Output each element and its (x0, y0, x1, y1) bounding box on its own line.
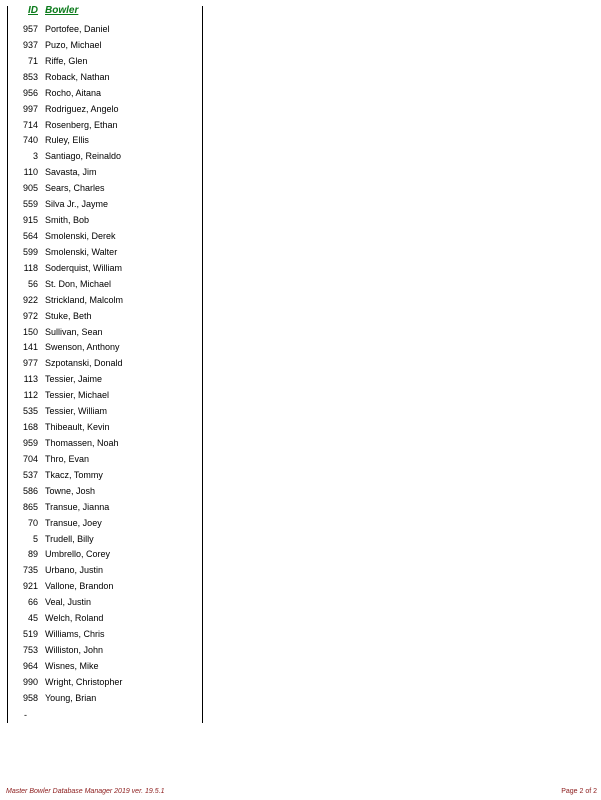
bowler-id: 956 (22, 87, 38, 98)
bowler-name: Young, Brian (45, 692, 97, 703)
bowler-name: Smith, Bob (45, 215, 90, 226)
bowler-name: Tessier, William (45, 406, 108, 417)
bowler-id: 45 (27, 613, 38, 624)
bowler-column-header: Bowler (45, 5, 79, 16)
bowler-row (0, 38, 200, 54)
bowler-id: 921 (22, 581, 38, 592)
bowler-name: Tessier, Michael (45, 390, 110, 401)
bowler-row (0, 547, 200, 563)
bowler-row (0, 563, 200, 579)
bowler-name: Vallone, Brandon (45, 581, 114, 592)
bowler-row (0, 611, 200, 627)
bowler-id: 959 (22, 437, 38, 448)
bowler-row (0, 86, 200, 102)
bowler-name: Welch, Roland (45, 613, 104, 624)
bowler-name: Ruley, Ellis (45, 135, 89, 146)
bowler-row (0, 340, 200, 356)
bowler-list (0, 22, 200, 707)
bowler-name: Riffe, Glen (45, 55, 88, 66)
bowler-row (0, 118, 200, 134)
bowler-row (0, 532, 200, 548)
bowler-row (0, 229, 200, 245)
bowler-name: Portofee, Daniel (45, 24, 110, 34)
bowler-row (0, 356, 200, 372)
bowler-row (0, 149, 200, 165)
bowler-id: 735 (22, 565, 38, 576)
bowler-name: Williston, John (45, 644, 104, 655)
bowler-name: Tkacz, Tommy (45, 469, 103, 480)
bowler-name: Rodriguez, Angelo (45, 103, 119, 114)
bowler-name: Veal, Justin (45, 597, 92, 608)
bowler-id: 853 (22, 71, 38, 82)
bowler-id: 972 (22, 310, 38, 321)
bowler-row (0, 261, 200, 277)
bowler-row (0, 277, 200, 293)
bowler-id: 112 (23, 390, 38, 401)
bowler-id: 865 (22, 501, 38, 512)
bowler-id: 937 (22, 39, 38, 50)
bowler-name: Soderquist, William (45, 262, 123, 273)
bowler-name: Wisnes, Mike (45, 660, 99, 671)
bowler-name: Towne, Josh (45, 485, 96, 496)
bowler-row (0, 372, 200, 388)
bowler-name: Sullivan, Sean (45, 326, 103, 337)
bowler-row (0, 452, 200, 468)
bowler-row (0, 579, 200, 595)
bowler-id: 71 (27, 55, 38, 66)
bowler-name: Stuke, Beth (45, 310, 92, 321)
bowler-id: 586 (22, 485, 38, 496)
bowler-id: 56 (27, 278, 38, 289)
column-header (0, 5, 200, 19)
bowler-name: Thro, Evan (45, 453, 90, 464)
bowler-row (0, 484, 200, 500)
bowler-row (0, 293, 200, 309)
bowler-name: Smolenski, Walter (45, 246, 118, 257)
bowler-name: Sears, Charles (45, 183, 105, 194)
bowler-id: 964 (22, 660, 38, 671)
bowler-row (0, 627, 200, 643)
bowler-name: Transue, Joey (45, 517, 102, 528)
bowler-row (0, 675, 200, 691)
bowler-name: Santiago, Reinaldo (45, 151, 122, 162)
bowler-row (0, 22, 200, 38)
bowler-name: Tessier, Jaime (45, 374, 103, 385)
bowler-row (0, 102, 200, 118)
bowler-id: 5 (32, 533, 38, 544)
bowler-id: 559 (22, 199, 38, 210)
bowler-row (0, 54, 200, 70)
bowler-id: 753 (22, 644, 38, 655)
bowler-id: 110 (23, 167, 38, 178)
right-column-rule (202, 6, 203, 723)
bowler-id: 118 (23, 262, 38, 273)
bowler-row (0, 165, 200, 181)
bowler-row (0, 516, 200, 532)
bowler-id: 977 (22, 358, 38, 369)
bowler-name: St. Don, Michael (45, 278, 112, 289)
footer-app-version: Master Bowler Database Manager 2019 ver. 19.5.1 (6, 788, 165, 795)
bowler-id: 113 (23, 374, 38, 385)
bowler-name: Rocho, Aitana (45, 87, 102, 98)
bowler-name: Rosenberg, Ethan (45, 119, 118, 130)
bowler-id: 599 (22, 246, 38, 257)
bowler-name: Puzo, Michael (45, 39, 102, 50)
bowler-name: Szpotanski, Donald (45, 358, 123, 369)
bowler-name: Umbrello, Corey (45, 549, 111, 560)
bowler-row (0, 659, 200, 675)
bowler-id: 905 (22, 183, 38, 194)
bowler-name: Williams, Chris (45, 629, 105, 640)
bowler-row (0, 181, 200, 197)
bowler-name: Transue, Jianna (45, 501, 110, 512)
bowler-name: Swenson, Anthony (45, 342, 120, 353)
bowler-row (0, 70, 200, 86)
bowler-row (0, 325, 200, 341)
bowler-row (0, 436, 200, 452)
bowler-row (0, 213, 200, 229)
bowler-id: 535 (22, 406, 38, 417)
bowler-name: Wright, Christopher (45, 676, 123, 687)
bowler-id: 922 (22, 294, 38, 305)
bowler-id: 704 (22, 453, 38, 464)
bowler-row (0, 468, 200, 484)
bowler-row (0, 388, 200, 404)
bowler-id: 66 (27, 597, 38, 608)
bowler-id: 3 (32, 151, 38, 162)
bowler-row (0, 500, 200, 516)
bowler-name: Trudell, Billy (45, 533, 94, 544)
bowler-name: Urbano, Justin (45, 565, 104, 576)
bowler-row (0, 420, 200, 436)
bowler-id: 150 (22, 326, 38, 337)
bowler-row (0, 643, 200, 659)
bowler-id: 740 (22, 135, 38, 146)
footer-page-number: Page 2 of 2 (561, 788, 597, 795)
bowler-name: Roback, Nathan (45, 71, 110, 82)
bowler-row (0, 197, 200, 213)
bowler-name: Thomassen, Noah (45, 437, 119, 448)
bowler-name: Smolenski, Derek (45, 230, 116, 241)
bowler-id: 915 (22, 215, 38, 226)
bowler-row (0, 691, 200, 707)
bowler-id: 89 (27, 549, 38, 560)
bowler-id: 997 (22, 103, 38, 114)
bowler-name: Silva Jr., Jayme (45, 199, 109, 210)
bowler-id: 168 (22, 422, 38, 433)
bowler-id: 537 (22, 469, 38, 480)
bowler-id: 958 (22, 692, 38, 703)
id-column-header: ID (28, 5, 38, 16)
trailing-mark: - (24, 710, 27, 720)
bowler-row (0, 245, 200, 261)
bowler-id: 957 (22, 24, 38, 34)
bowler-id: 70 (27, 517, 38, 528)
bowler-row (0, 404, 200, 420)
bowler-id: 714 (22, 119, 38, 130)
bowler-name: Strickland, Malcolm (45, 294, 124, 305)
bowler-row (0, 595, 200, 611)
bowler-id: 519 (22, 629, 38, 640)
bowler-name: Thibeault, Kevin (45, 422, 110, 433)
bowler-row (0, 133, 200, 149)
bowler-id: 141 (22, 342, 38, 353)
bowler-row (0, 309, 200, 325)
bowler-id: 564 (22, 230, 38, 241)
bowler-id: 990 (22, 676, 38, 687)
bowler-name: Savasta, Jim (45, 167, 97, 178)
